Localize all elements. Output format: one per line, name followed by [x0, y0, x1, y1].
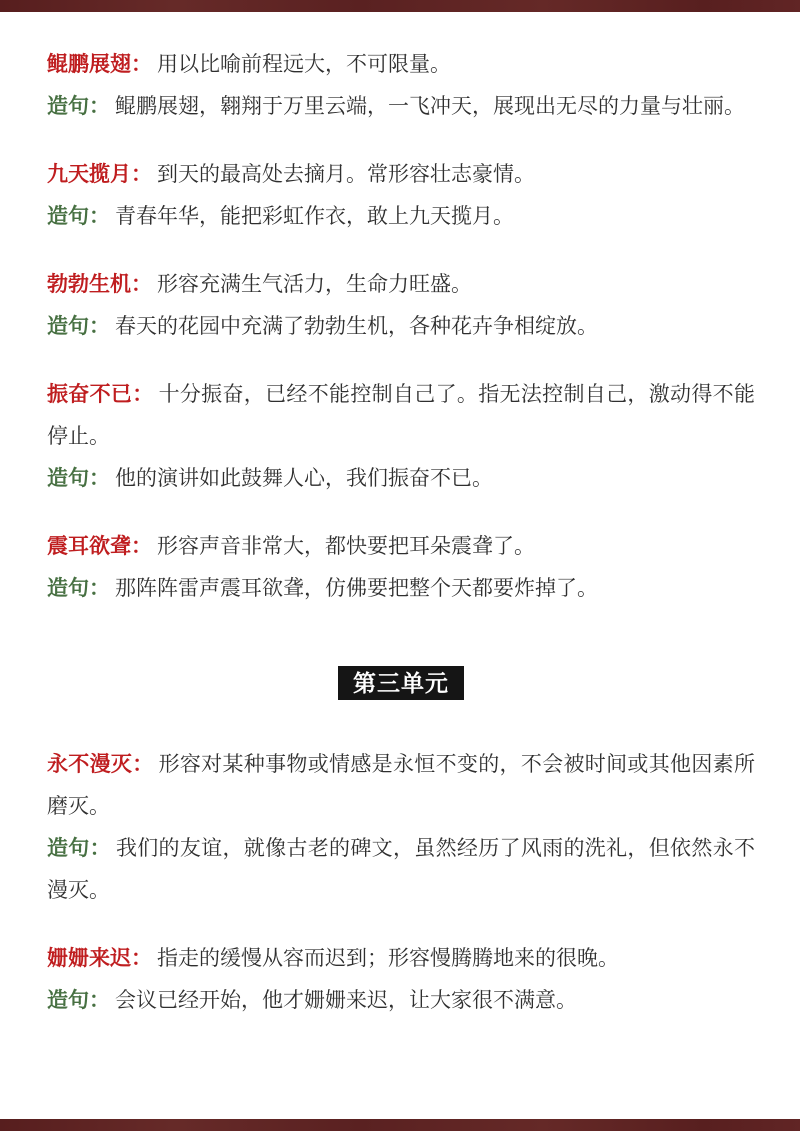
zaoju-line — [47, 458, 755, 500]
definition-line — [47, 154, 755, 196]
definition-text: 到天的最高处去摘月。常形容壮志豪情。 — [157, 163, 535, 186]
vocab-entry — [47, 44, 755, 128]
zaoju-label: 造句： — [47, 205, 110, 228]
definition-line — [47, 374, 755, 458]
term-label: 振奋不已： — [47, 383, 154, 406]
zaoju-label: 造句： — [47, 95, 110, 118]
zaoju-line — [47, 980, 755, 1022]
zaoju-text: 他的演讲如此鼓舞人心，我们振奋不已。 — [115, 467, 493, 490]
vocab-entry — [47, 154, 755, 238]
zaoju-label: 造句： — [47, 467, 110, 490]
zaoju-text: 那阵阵雷声震耳欲聋，仿佛要把整个天都要炸掉了。 — [115, 577, 598, 600]
definition-line — [47, 264, 755, 306]
zaoju-text: 青春年华，能把彩虹作衣，敢上九天揽月。 — [115, 205, 514, 228]
unit-banner-row — [47, 666, 755, 700]
term-label: 震耳欲聋： — [47, 535, 152, 558]
term-label: 永不漫灭： — [47, 753, 154, 776]
zaoju-text: 鲲鹏展翅，翱翔于万里云端，一飞冲天，展现出无尽的力量与壮丽。 — [115, 95, 745, 118]
zaoju-label: 造句： — [47, 837, 111, 860]
zaoju-line — [47, 86, 755, 128]
definition-line — [47, 44, 755, 86]
definition-text: 形容声音非常大，都快要把耳朵震聋了。 — [157, 535, 535, 558]
definition-text: 形容对某种事物或情感是永恒不变的，不会被时间或其他因素所磨灭。 — [47, 753, 755, 818]
definition-text: 指走的缓慢从容而迟到；形容慢腾腾地来的很晚。 — [157, 947, 619, 970]
definition-line — [47, 526, 755, 568]
vocab-entry — [47, 744, 755, 912]
term-label: 鲲鹏展翅： — [47, 53, 152, 76]
term-label: 九天揽月： — [47, 163, 152, 186]
bottom-border-bar — [0, 1119, 800, 1131]
zaoju-text: 我们的友谊，就像古老的碑文，虽然经历了风雨的洗礼，但依然永不漫灭。 — [47, 837, 755, 902]
zaoju-line — [47, 828, 755, 912]
definition-line — [47, 938, 755, 980]
vocab-entry — [47, 264, 755, 348]
definition-text: 形容充满生气活力，生命力旺盛。 — [157, 273, 472, 296]
zaoju-label: 造句： — [47, 315, 110, 338]
zaoju-text: 春天的花园中充满了勃勃生机，各种花卉争相绽放。 — [115, 315, 598, 338]
zaoju-line — [47, 306, 755, 348]
zaoju-line — [47, 568, 755, 610]
vocab-entry — [47, 938, 755, 1022]
vocab-entry — [47, 374, 755, 500]
definition-text: 用以比喻前程远大，不可限量。 — [157, 53, 451, 76]
definition-text: 十分振奋，已经不能控制自己了。指无法控制自己，激动得不能停止。 — [47, 383, 755, 448]
unit-banner: 第三单元 — [338, 666, 464, 700]
vocab-entry — [47, 526, 755, 610]
zaoju-line — [47, 196, 755, 238]
term-label: 姗姗来迟： — [47, 947, 152, 970]
zaoju-text: 会议已经开始，他才姗姗来迟，让大家很不满意。 — [115, 989, 577, 1012]
zaoju-label: 造句： — [47, 989, 110, 1012]
definition-line — [47, 744, 755, 828]
zaoju-label: 造句： — [47, 577, 110, 600]
term-label: 勃勃生机： — [47, 273, 152, 296]
